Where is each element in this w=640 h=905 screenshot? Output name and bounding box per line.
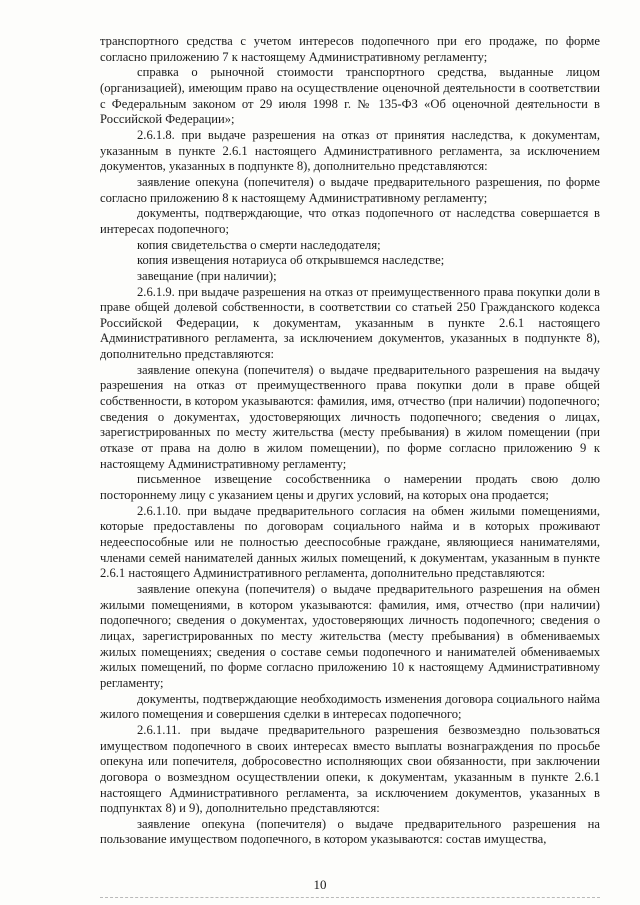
paragraph: 2.6.1.8. при выдаче разрешения на отказ от принятия наследства, к документам, указанным в пункте 2.6.1 настоящего Административного регламента, за исключением документов, указанных в подпункте 8), дополнительно представляются: (100, 127, 600, 174)
paragraph: копия свидетельства о смерти наследодателя; (137, 237, 381, 252)
paragraph: завещание (при наличии); (137, 268, 277, 283)
page-number: 10 (313, 877, 327, 892)
paragraph: заявление опекуна (попечителя) о выдаче предварительного разрешения, по форме согласно приложению 8 к настоящему Административному регламенту; (100, 174, 600, 205)
scan-edge-line (100, 897, 600, 898)
paragraph: документы, подтверждающие необходимость изменения договора социального найма жилого помещения и совершения сделки в интересах подопечного; (100, 691, 600, 722)
paragraph: 2.6.1.10. при выдаче предварительного согласия на обмен жилыми помещениями, которые предоставлены по договорам социального найма и в которых проживают недееспособные или не полностью дееспособные граждане, являющиеся нанимателями, членами семей нанимателей данных жилых помещений, к документам, указанным в пункте 2.6.1 настоящего Административного регламента, дополнительно представляются: (100, 503, 600, 581)
paragraph: справка о рыночной стоимости транспортного средства, выданные лицом (организацией), имеющим право на осуществление оценочной деятельности в соответствии с Федеральным законом от 29 июля 1998 г. № 135-ФЗ «Об оценочной деятельности в Российской Федерации»; (100, 65, 600, 127)
paragraph: 2.6.1.9. при выдаче разрешения на отказ от преимущественного права покупки доли в праве общей долевой собственности, в соответствии со статьей 250 Гражданского кодекса Российской Федерации, к документам, указанным в пункте 2.6.1 настоящего Административного регламента, за исключением документов, указанных в подпункте 8), дополнительно представляются: (100, 284, 600, 362)
paragraph: 2.6.1.11. при выдаче предварительного разрешения безвозмездно пользоваться имуществом подопечного в своих интересах вместо выплаты вознаграждения по просьбе опекуна или попечителя, добросовестно исполняющих свои обязанности, при заключении договора о возмездном осуществлении опеки, к документам, указанным в пункте 2.6.1 настоящего Административного регламента, за исключением документов, указанных в подпунктах 8) и 9), дополнительно представляются: (100, 722, 600, 816)
paragraph: копия извещения нотариуса об открывшемся наследстве; (137, 253, 445, 268)
paragraph: заявление опекуна (попечителя) о выдаче предварительного разрешения на выдачу разрешения на отказ от преимущественного права покупки доли в праве общей собственности, в котором указываются: фамилия, имя, отчество (при наличии) подопечного; сведения о документах, удостоверяющих личность подопечного; сведения о лицах, зарегистрированных по месту жительства (месту пребывания) в жилом помещении (при отказе от права на долю в жилом помещении), по форме согласно приложению 9 к настоящему Административному регламенту; (100, 362, 600, 471)
paragraph: заявление опекуна (попечителя) о выдаче предварительного разрешения на пользование имуществом подопечного, в котором указываются: состав имущества, (100, 816, 600, 847)
paragraph: заявление опекуна (попечителя) о выдаче предварительного разрешения на обмен жилыми помещениями, в котором указываются: фамилия, имя, отчество (при наличии) подопечного; сведения о документах, удостоверяющих личность подопечного; сведения о лицах, зарегистрированных по месту жительства (месту пребывания) в обмениваемых жилых помещениях; сведения о составе семьи подопечного и нанимателей обмениваемых жилых помещений, по форме согласно приложению 10 к настоящему Административному регламенту; (100, 581, 600, 690)
paragraph: транспортного средства с учетом интересов подопечного при его продаже, по форме согласно приложению 7 к настоящему Административному регламенту; (100, 34, 600, 64)
paragraph: документы, подтверждающие, что отказ подопечного от наследства совершается в интересах подопечного; (100, 206, 600, 236)
document-body (100, 34, 600, 848)
paragraph: письменное извещение сособственника о намерении продать свою долю постороннему лицу с указанием цены и других условий, на которых она продается; (100, 472, 600, 503)
